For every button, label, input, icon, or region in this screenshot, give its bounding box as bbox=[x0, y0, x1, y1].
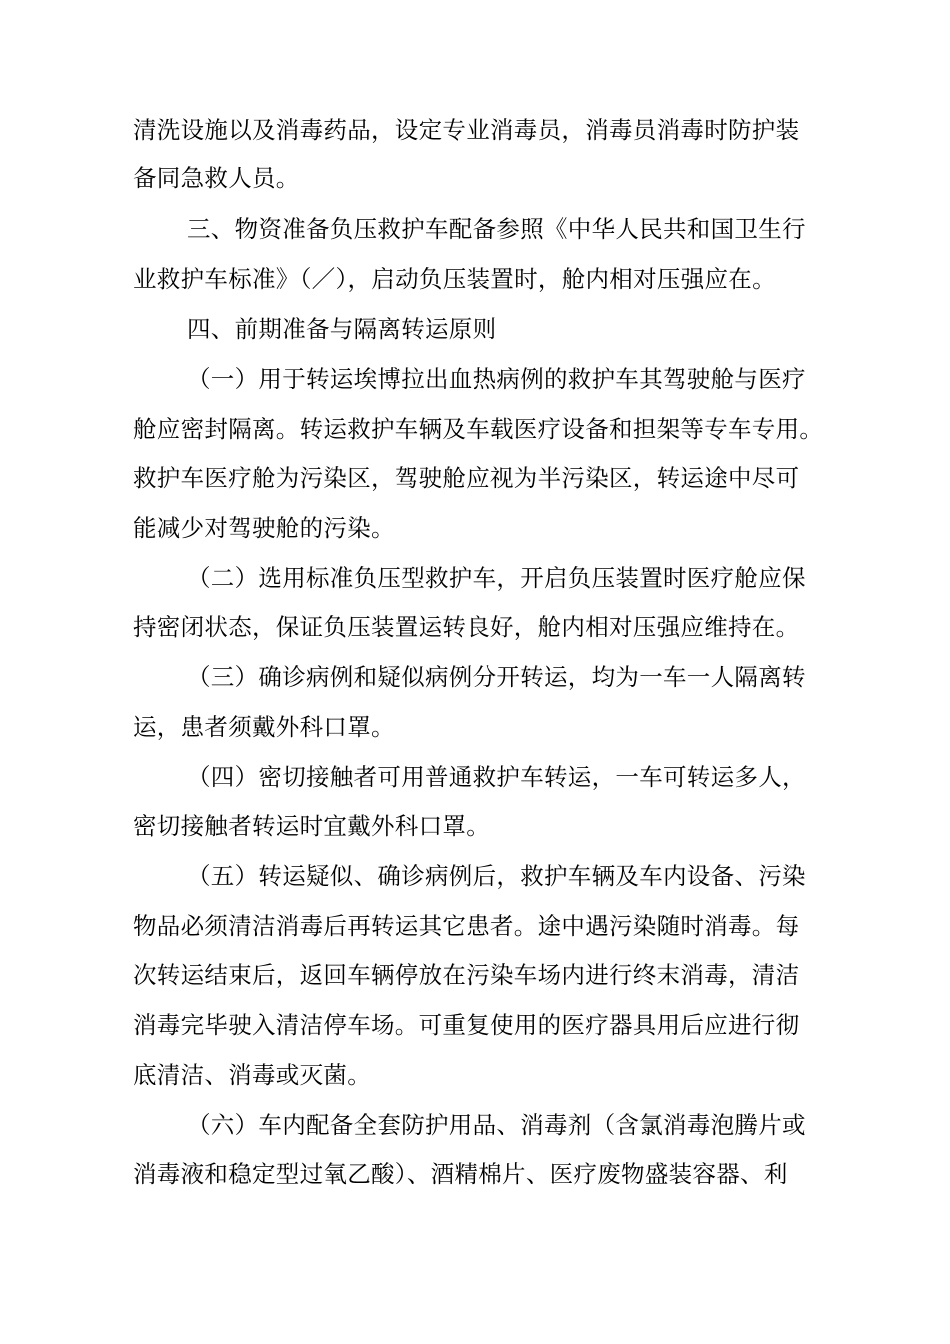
paragraph-4-start: （四）密切接触者可用普通救护车转运，一车可转运多人， bbox=[187, 763, 806, 791]
text-line-2: 备同急救人员。 bbox=[133, 164, 300, 192]
paragraph-2-start: （二）选用标准负压型救护车，开启负压装置时医疗舱应保 bbox=[187, 564, 806, 592]
text-line-20: 底清洁、消毒或灭菌。 bbox=[133, 1061, 371, 1089]
paragraph-1-start: （一）用于转运埃博拉出血热病例的救护车其驾驶舱与医疗 bbox=[187, 365, 806, 393]
text-line-8: 救护车医疗舱为污染区，驾驶舱应视为半污染区，转运途中尽可 bbox=[133, 464, 800, 492]
text-line-18: 次转运结束后，返回车辆停放在污染车场内进行终末消毒，清洁 bbox=[133, 961, 800, 989]
text-line-17: 物品必须清洁消毒后再转运其它患者。途中遇污染随时消毒。每 bbox=[133, 912, 800, 940]
text-line-4: 业救护车标准》（／），启动负压装置时，舱内相对压强应在。 bbox=[133, 265, 776, 293]
text-line-11: 持密闭状态，保证负压装置运转良好，舱内相对压强应维持在。 bbox=[133, 613, 800, 641]
text-line-19: 消毒完毕驶入清洁停车场。可重复使用的医疗器具用后应进行彻 bbox=[133, 1011, 800, 1039]
text-line-13: 运，患者须戴外科口罩。 bbox=[133, 713, 395, 741]
text-line-7: 舱应密封隔离。转运救护车辆及车载医疗设备和担架等专车专用。 bbox=[133, 415, 824, 443]
paragraph-3-start: （三）确诊病例和疑似病例分开转运，均为一车一人隔离转 bbox=[187, 663, 806, 691]
section-heading-3: 三、物资准备负压救护车配备参照《中华人民共和国卫生行 bbox=[187, 215, 806, 243]
paragraph-6-start: （六）车内配备全套防护用品、消毒剂（含氯消毒泡腾片或 bbox=[187, 1111, 806, 1139]
text-line-1: 清洗设施以及消毒药品，设定专业消毒员，消毒员消毒时防护装 bbox=[133, 116, 800, 144]
section-heading-4: 四、前期准备与隔离转运原则 bbox=[187, 315, 497, 343]
text-line-22: 消毒液和稳定型过氧乙酸）、酒精棉片、医疗废物盛装容器、利 bbox=[133, 1160, 788, 1188]
text-line-15: 密切接触者转运时宜戴外科口罩。 bbox=[133, 812, 490, 840]
paragraph-5-start: （五）转运疑似、确诊病例后，救护车辆及车内设备、污染 bbox=[187, 862, 806, 890]
text-line-9: 能减少对驾驶舱的污染。 bbox=[133, 514, 395, 542]
